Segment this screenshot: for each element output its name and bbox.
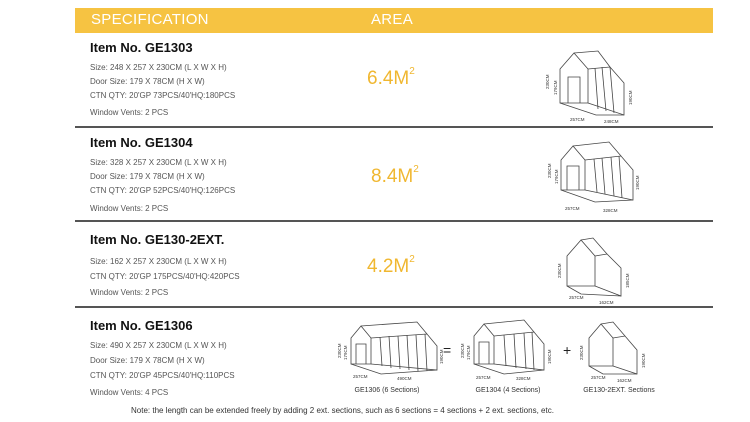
item-row-ge1304 [75, 128, 713, 220]
item-row-ge1306 [75, 308, 713, 404]
area-value: $8.4M^2$ [371, 164, 419, 187]
footnote: Note: the length can be extended freely by adding 2 ext. sections, such as 6 sections = 4 sections + 2 ext. sections, etc. [131, 406, 554, 415]
svg-text:179CM: 179CM [343, 345, 348, 360]
door-size-spec: Door Size: 179 X 78CM (H X W) [90, 172, 205, 181]
svg-text:230CM: 230CM [557, 263, 562, 278]
svg-text:190CM: 190CM [628, 90, 633, 105]
item-title: Item No. GE1303 [90, 40, 193, 55]
greenhouse-ge1304-small-diagram [460, 312, 556, 382]
item-row-ge1303 [75, 33, 713, 126]
equals-sign: = [443, 342, 452, 358]
area-value: $4.2M^2$ [367, 254, 415, 277]
svg-text:230CM: 230CM [460, 343, 465, 358]
ctn-qty-spec: CTN QTY: 20'GP 45PCS/40'HQ:110PCS [90, 371, 235, 380]
window-vents-spec: Window Vents: 4 PCS [90, 388, 169, 397]
size-spec: Size: 490 X 257 X 230CM (L X W X H) [90, 341, 227, 350]
svg-text:257CM: 257CM [569, 295, 584, 300]
ctn-qty-spec: CTN QTY: 20'GP 175PCS/40'HQ:420PCS [90, 272, 240, 281]
window-vents-spec: Window Vents: 2 PCS [90, 108, 169, 117]
door-size-spec: Door Size: 179 X 78CM (H X W) [90, 356, 205, 365]
ge1306-caption: GE1306 (6 Sections) [354, 387, 420, 394]
item-title: Item No. GE130-2EXT. [90, 232, 225, 247]
svg-text:257CM: 257CM [476, 375, 491, 380]
window-vents-spec: Window Vents: 2 PCS [90, 288, 169, 297]
svg-text:230CM: 230CM [547, 163, 552, 178]
area-value: $6.4M^2$ [367, 66, 415, 89]
ge1304-caption: GE1304 (4 Sections) [475, 387, 541, 394]
svg-text:179CM: 179CM [553, 80, 558, 95]
svg-text:230CM: 230CM [579, 345, 584, 360]
svg-text:248CM: 248CM [604, 119, 619, 124]
item-row-ge130-2ext [75, 222, 713, 306]
greenhouse-ext-small-diagram [577, 312, 657, 384]
svg-text:257CM: 257CM [570, 117, 585, 122]
svg-text:230CM: 230CM [337, 343, 342, 358]
spec-header-bar [75, 8, 713, 33]
size-spec: Size: 328 X 257 X 230CM (L X W X H) [90, 158, 227, 167]
plus-sign: + [563, 342, 572, 358]
svg-text:328CM: 328CM [516, 376, 531, 381]
door-size-spec: Door Size: 179 X 78CM (H X W) [90, 77, 205, 86]
ctn-qty-spec: CTN QTY: 20'GP 52PCS/40'HQ:126PCS [90, 186, 236, 195]
svg-text:190CM: 190CM [641, 353, 646, 368]
svg-text:257CM: 257CM [565, 206, 580, 211]
area-heading: AREA [371, 11, 414, 28]
item-title: Item No. GE1306 [90, 318, 193, 333]
window-vents-spec: Window Vents: 2 PCS [90, 204, 169, 213]
ctn-qty-spec: CTN QTY: 20'GP 73PCS/40'HQ:180PCS [90, 91, 236, 100]
svg-text:190CM: 190CM [439, 349, 444, 364]
svg-text:230CM: 230CM [545, 74, 550, 89]
item-title: Item No. GE1304 [90, 135, 193, 150]
svg-text:490CM: 490CM [397, 376, 412, 381]
svg-text:257CM: 257CM [591, 375, 606, 380]
svg-text:185CM: 185CM [625, 273, 630, 288]
greenhouse-ge1303-diagram [540, 43, 640, 125]
greenhouse-ext-diagram [555, 226, 635, 306]
svg-text:162CM: 162CM [599, 300, 614, 305]
size-spec: Size: 162 X 257 X 230CM (L X W X H) [90, 257, 227, 266]
size-spec: Size: 248 X 257 X 230CM (L X W X H) [90, 63, 227, 72]
svg-text:190CM: 190CM [635, 175, 640, 190]
svg-text:190CM: 190CM [547, 349, 552, 364]
specification-heading: SPECIFICATION [91, 11, 209, 28]
svg-text:257CM: 257CM [353, 374, 368, 379]
svg-text:162CM: 162CM [617, 378, 632, 383]
greenhouse-ge1306-diagram [337, 314, 445, 382]
svg-text:179CM: 179CM [554, 169, 559, 184]
svg-text:179CM: 179CM [466, 345, 471, 360]
greenhouse-ge1304-diagram [545, 134, 641, 216]
svg-text:328CM: 328CM [603, 208, 618, 213]
ge130-2ext-caption: GE130-2EXT. Sections [583, 387, 655, 394]
